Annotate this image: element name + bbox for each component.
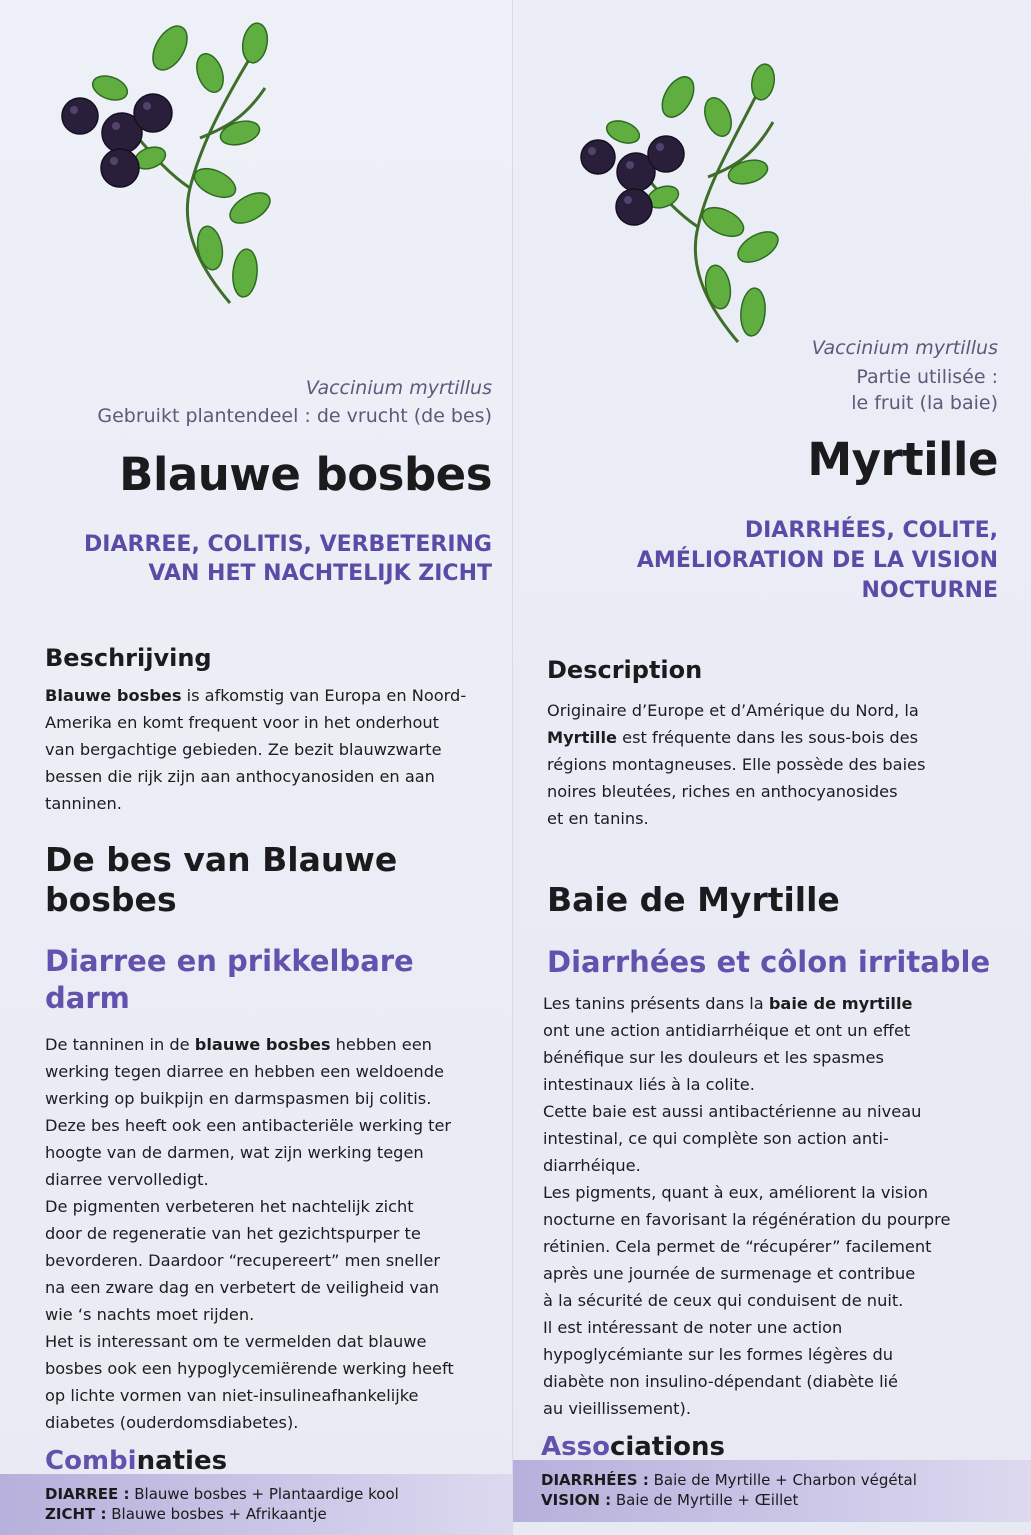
text-line: De pigmenten verbeteren het nachtelijk zicht [45, 1197, 414, 1216]
text-line: après une journée de surmenage et contribue [543, 1264, 916, 1283]
text-line: Amerika en komt frequent voor in het onderhout [45, 713, 439, 732]
text-line: bevorderen. Daardoor “recupereert” men sneller [45, 1251, 440, 1270]
association-item: VISION : Baie de Myrtille + Œillet [541, 1491, 799, 1509]
text-line: Blauwe bosbes is afkomstig van Europa en Noord- [45, 686, 467, 705]
text-line: diabète non insulino-dépendant (diabète lié [543, 1372, 899, 1391]
text-line: régions montagneuses. Elle possède des baies [547, 755, 926, 774]
text-line: nocturne en favorisant la régénération du pourpre [543, 1210, 951, 1229]
description-text [45, 682, 505, 817]
text-line: ont une action antidiarrhéique et ont un effet [543, 1021, 911, 1040]
text-line: diarree vervolledigt. [45, 1170, 209, 1189]
text-line: van bergachtige gebieden. Ze bezit blauwzwarte [45, 740, 442, 759]
text-line: au vieillissement). [543, 1399, 691, 1418]
latin-name: Vaccinium myrtillus [305, 377, 492, 399]
indication-line: DIARREE, COLITIS, VERBETERING [84, 532, 492, 557]
text-line: Originaire d’Europe et d’Amérique du Nord, la [547, 701, 919, 720]
text-line: Les pigments, quant à eux, améliorent la vision [543, 1183, 929, 1202]
text-line: na een zware dag en verbetert de veiligheid van [45, 1278, 440, 1297]
text-line: op lichte vormen van niet-insulineafhankelijke [45, 1386, 419, 1405]
description-heading: Beschrijving [45, 644, 212, 672]
subheading: Diarree en prikkelbare darm [45, 944, 414, 1015]
text-line: Myrtille est fréquente dans les sous-bois des [547, 728, 919, 747]
description-heading: Description [547, 656, 703, 684]
text-line: Il est intéressant de noter une action [543, 1318, 843, 1337]
page-title: Blauwe bosbes [119, 448, 492, 501]
text-line: diabetes (ouderdomsdiabetes). [45, 1413, 299, 1432]
indications [84, 530, 492, 588]
text-line: bosbes ook een hypoglycemiërende werking heeft [45, 1359, 454, 1378]
blueberry-branch-illustration [50, 18, 290, 318]
section-heading: Baie de Myrtille [547, 880, 840, 919]
association-item: DIARRHÉES : Baie de Myrtille + Charbon végétal [541, 1471, 917, 1489]
indication-line: DIARRHÉES, COLITE, [744, 518, 998, 543]
text-line: à la sécurité de ceux qui conduisent de nuit. [543, 1291, 904, 1310]
description-text [547, 697, 1017, 832]
section-heading: De bes van Blauwe bosbes [45, 840, 398, 919]
text-line: tanninen. [45, 794, 122, 813]
page-title: Myrtille [807, 433, 998, 486]
text-line: Les tanins présents dans la baie de myrtille [543, 994, 913, 1013]
combinations-heading: Combinaties [45, 1446, 228, 1476]
body-text [45, 1031, 510, 1436]
combination-item: ZICHT : Blauwe bosbes + Afrikaantje [45, 1505, 327, 1523]
text-line: noires bleutées, riches en anthocyanosides [547, 782, 898, 801]
combination-item: DIARREE : Blauwe bosbes + Plantaardige kool [45, 1485, 399, 1503]
body-text [543, 990, 1023, 1422]
subheading: Diarrhées et côlon irritable [547, 945, 991, 979]
part-used: Partie utilisée : le fruit (la baie) [851, 366, 998, 414]
text-line: werking op buikpijn en darmspasmen bij colitis. [45, 1089, 432, 1108]
indication-line: VAN HET NACHTELIJK ZICHT [148, 561, 492, 586]
text-line: intestinaux liés à la colite. [543, 1075, 755, 1094]
text-line: bessen die rijk zijn aan anthocyanosiden en aan [45, 767, 435, 786]
dutch-column [0, 0, 512, 1535]
text-line: De tanninen in de blauwe bosbes hebben een [45, 1035, 432, 1054]
text-line: Deze bes heeft ook een antibacteriële werking ter [45, 1116, 452, 1135]
text-line: Het is interessant om te vermelden dat blauwe [45, 1332, 427, 1351]
associations-heading: Associations [541, 1432, 725, 1462]
text-line: hypoglycémiante sur les formes légères du [543, 1345, 893, 1364]
latin-name: Vaccinium myrtillus [811, 337, 998, 359]
text-line: bénéfique sur les douleurs et les spasmes [543, 1048, 884, 1067]
text-line: door de regeneratie van het gezichtspurper te [45, 1224, 421, 1243]
blueberry-branch-illustration [568, 62, 798, 352]
indications [637, 516, 998, 606]
text-line: rétinien. Cela permet de “récupérer” facilement [543, 1237, 932, 1256]
text-line: werking tegen diarree en hebben een weldoende [45, 1062, 444, 1081]
text-line: intestinal, ce qui complète son action anti- [543, 1129, 889, 1148]
text-line: hoogte van de darmen, wat zijn werking tegen [45, 1143, 424, 1162]
french-column [512, 0, 1031, 1535]
text-line: et en tanins. [547, 809, 649, 828]
text-line: diarrhéique. [543, 1156, 641, 1175]
part-used: Gebruikt plantendeel : de vrucht (de bes) [97, 405, 492, 427]
indication-line: AMÉLIORATION DE LA VISION [636, 548, 998, 573]
text-line: Cette baie est aussi antibactérienne au niveau [543, 1102, 922, 1121]
text-line: wie ‘s nachts moet rijden. [45, 1305, 255, 1324]
indication-line: NOCTURNE [861, 578, 998, 603]
